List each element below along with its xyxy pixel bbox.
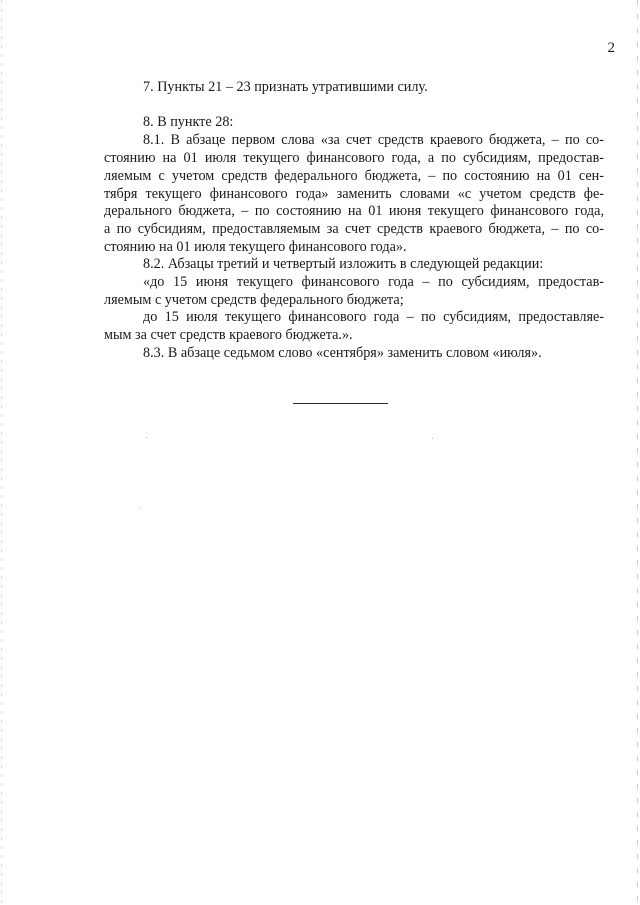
scan-edge-left (1, 0, 2, 905)
paragraph-8-1-line: ляемым с учетом средств федерального бюджета, – по состоянию на 01 сен- (104, 168, 604, 184)
quote-2-line: мым за счет средств краевого бюджета.». (104, 327, 353, 343)
paragraph-8-1-line: тября текущего финансового года» заменить словами «с учетом средств фе- (104, 186, 604, 202)
paragraph-8-1-line: дерального бюджета, – по состоянию на 01 июня текущего финансового года, (104, 203, 604, 219)
paragraph-8-2: 8.2. Абзацы третий и четвертый изложить в следующей редакции: (143, 256, 544, 272)
paragraph-8-3: 8.3. В абзаце седьмом слово «сентября» заменить словом «июля». (143, 345, 542, 361)
quote-1-line: ляемым с учетом средств федерального бюджета; (104, 292, 404, 308)
paragraph-7: 7. Пункты 21 – 23 признать утратившими силу. (143, 79, 428, 95)
scan-speck (432, 438, 433, 439)
quote-2-line: до 15 июля текущего финансового года – по субсидиям, предоставляе- (143, 309, 604, 325)
quote-1-line: «до 15 июня текущего финансового года – по субсидиям, предостав- (143, 274, 604, 290)
paragraph-8-1-line: а по субсидиям, предоставляемым за счет средств краевого бюджета, – по со- (104, 221, 604, 237)
page-number: 2 (607, 40, 615, 56)
paragraph-8-1-line: стоянию на 01 июля текущего финансового года». (104, 239, 407, 255)
scan-speck (146, 437, 147, 438)
paragraph-8-1-line: стоянию на 01 июля текущего финансового года, а по субсидиям, предостав- (104, 150, 604, 166)
scan-edge-right (637, 0, 638, 905)
paragraph-8-heading: 8. В пункте 28: (143, 114, 234, 130)
scan-speck (139, 507, 140, 508)
closing-separator-line (293, 403, 388, 404)
paragraph-8-1-line: 8.1. В абзаце первом слова «за счет средств краевого бюджета, – по со- (143, 132, 604, 148)
